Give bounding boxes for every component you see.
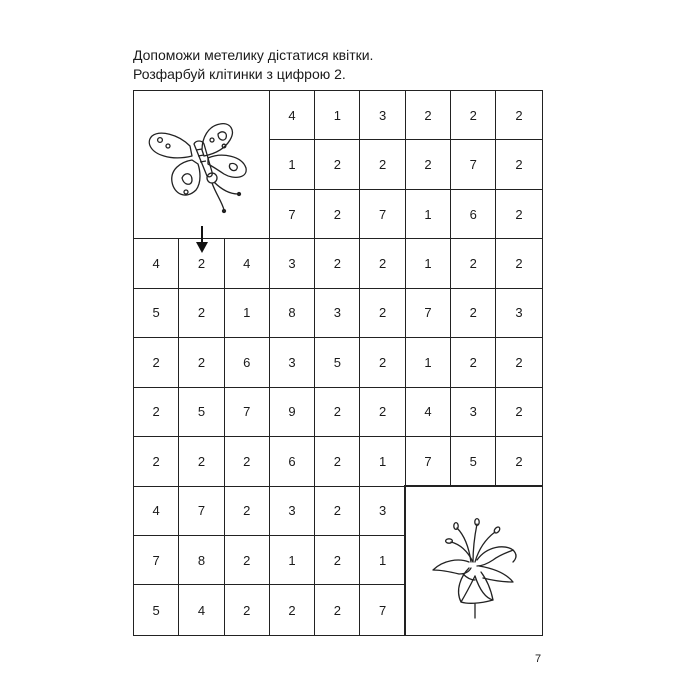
grid-cell[interactable]: 1 bbox=[270, 536, 315, 585]
grid-cell[interactable]: 1 bbox=[406, 239, 451, 288]
lily-flower-icon bbox=[413, 500, 533, 620]
grid-cell[interactable]: 2 bbox=[315, 239, 360, 288]
grid-cell[interactable]: 6 bbox=[225, 338, 270, 387]
grid-cell[interactable]: 4 bbox=[179, 585, 224, 634]
grid-cell[interactable]: 3 bbox=[270, 338, 315, 387]
grid-cell[interactable]: 2 bbox=[134, 338, 179, 387]
grid-cell[interactable]: 3 bbox=[496, 289, 541, 338]
grid-cell[interactable]: 2 bbox=[134, 437, 179, 486]
grid-cell[interactable]: 3 bbox=[360, 487, 405, 536]
grid-cell[interactable]: 2 bbox=[496, 388, 541, 437]
grid-cell[interactable]: 2 bbox=[496, 338, 541, 387]
grid-cell[interactable]: 7 bbox=[406, 437, 451, 486]
number-maze-grid bbox=[133, 90, 543, 636]
grid-cell[interactable]: 5 bbox=[315, 338, 360, 387]
grid-cell[interactable]: 2 bbox=[179, 239, 224, 288]
grid-cell[interactable]: 7 bbox=[360, 585, 405, 634]
grid-cell[interactable]: 2 bbox=[315, 388, 360, 437]
grid-cell[interactable]: 2 bbox=[315, 140, 360, 189]
grid-cell[interactable]: 2 bbox=[134, 388, 179, 437]
grid-cell[interactable]: 2 bbox=[315, 487, 360, 536]
grid-cell[interactable]: 2 bbox=[225, 536, 270, 585]
grid-cell[interactable]: 7 bbox=[406, 289, 451, 338]
grid-cell[interactable]: 3 bbox=[360, 91, 405, 140]
grid-cell[interactable]: 2 bbox=[496, 91, 541, 140]
grid-cell[interactable]: 2 bbox=[315, 536, 360, 585]
grid-cell[interactable]: 8 bbox=[179, 536, 224, 585]
grid-cell[interactable]: 2 bbox=[360, 338, 405, 387]
grid-cell[interactable]: 2 bbox=[360, 289, 405, 338]
grid-cell[interactable]: 1 bbox=[225, 289, 270, 338]
grid-cell[interactable]: 1 bbox=[360, 536, 405, 585]
grid-cell[interactable]: 2 bbox=[225, 585, 270, 634]
grid-cell[interactable]: 1 bbox=[315, 91, 360, 140]
grid-cell[interactable]: 7 bbox=[179, 487, 224, 536]
grid-cell[interactable]: 4 bbox=[134, 487, 179, 536]
grid-cell[interactable]: 2 bbox=[360, 388, 405, 437]
grid-cell[interactable]: 2 bbox=[496, 239, 541, 288]
grid-cell[interactable]: 3 bbox=[451, 388, 496, 437]
grid-cell[interactable]: 2 bbox=[270, 585, 315, 634]
grid-cell[interactable]: 5 bbox=[451, 437, 496, 486]
grid-cell[interactable]: 8 bbox=[270, 289, 315, 338]
grid-cell[interactable]: 2 bbox=[315, 585, 360, 634]
grid-cell[interactable]: 3 bbox=[315, 289, 360, 338]
grid-cell[interactable]: 2 bbox=[360, 239, 405, 288]
grid-cell[interactable]: 7 bbox=[134, 536, 179, 585]
grid-cell[interactable]: 2 bbox=[360, 140, 405, 189]
arrow-down-icon bbox=[195, 226, 209, 254]
grid-cell[interactable]: 1 bbox=[360, 437, 405, 486]
grid-cell[interactable]: 2 bbox=[315, 190, 360, 239]
grid-cell[interactable]: 3 bbox=[270, 239, 315, 288]
grid-cell[interactable]: 4 bbox=[406, 388, 451, 437]
butterfly-picture bbox=[134, 91, 270, 239]
grid-cell[interactable]: 6 bbox=[451, 190, 496, 239]
grid-cell[interactable]: 2 bbox=[225, 437, 270, 486]
grid-cell[interactable]: 1 bbox=[406, 190, 451, 239]
page-number: 7 bbox=[535, 653, 542, 665]
grid-cell[interactable]: 7 bbox=[360, 190, 405, 239]
grid-cell[interactable]: 2 bbox=[179, 338, 224, 387]
grid-cell[interactable]: 2 bbox=[315, 437, 360, 486]
butterfly-icon bbox=[138, 110, 264, 220]
grid-cell[interactable]: 9 bbox=[270, 388, 315, 437]
grid-cell[interactable]: 2 bbox=[179, 437, 224, 486]
grid-cell[interactable]: 2 bbox=[179, 289, 224, 338]
grid-cell[interactable]: 2 bbox=[451, 289, 496, 338]
grid-cell[interactable]: 1 bbox=[270, 140, 315, 189]
grid-cell[interactable]: 2 bbox=[451, 239, 496, 288]
grid-cell[interactable]: 3 bbox=[270, 487, 315, 536]
grid-cell[interactable]: 4 bbox=[225, 239, 270, 288]
grid-cell[interactable]: 2 bbox=[496, 140, 541, 189]
grid-cell[interactable]: 7 bbox=[225, 388, 270, 437]
grid-cell[interactable]: 2 bbox=[406, 91, 451, 140]
grid-cell[interactable]: 7 bbox=[270, 190, 315, 239]
grid-cell[interactable]: 2 bbox=[496, 190, 541, 239]
grid-cell[interactable]: 2 bbox=[451, 338, 496, 387]
instructions bbox=[133, 46, 373, 84]
flower-picture bbox=[404, 485, 541, 635]
grid-cell[interactable]: 4 bbox=[270, 91, 315, 140]
grid-cell[interactable]: 2 bbox=[496, 437, 541, 486]
grid-cell[interactable]: 2 bbox=[406, 140, 451, 189]
instruction-line-2: Розфарбуй клітинки з цифрою 2. bbox=[133, 66, 346, 82]
instruction-line-1: Допоможи метелику дістатися квітки. bbox=[133, 47, 374, 63]
grid-cell[interactable]: 2 bbox=[225, 487, 270, 536]
grid-cell[interactable]: 5 bbox=[134, 289, 179, 338]
grid-cell[interactable]: 5 bbox=[179, 388, 224, 437]
grid-cell[interactable]: 1 bbox=[406, 338, 451, 387]
grid-cell[interactable]: 7 bbox=[451, 140, 496, 189]
grid-cell[interactable]: 4 bbox=[134, 239, 179, 288]
grid-cell[interactable]: 6 bbox=[270, 437, 315, 486]
grid-cell[interactable]: 5 bbox=[134, 585, 179, 634]
grid-cell[interactable]: 2 bbox=[451, 91, 496, 140]
